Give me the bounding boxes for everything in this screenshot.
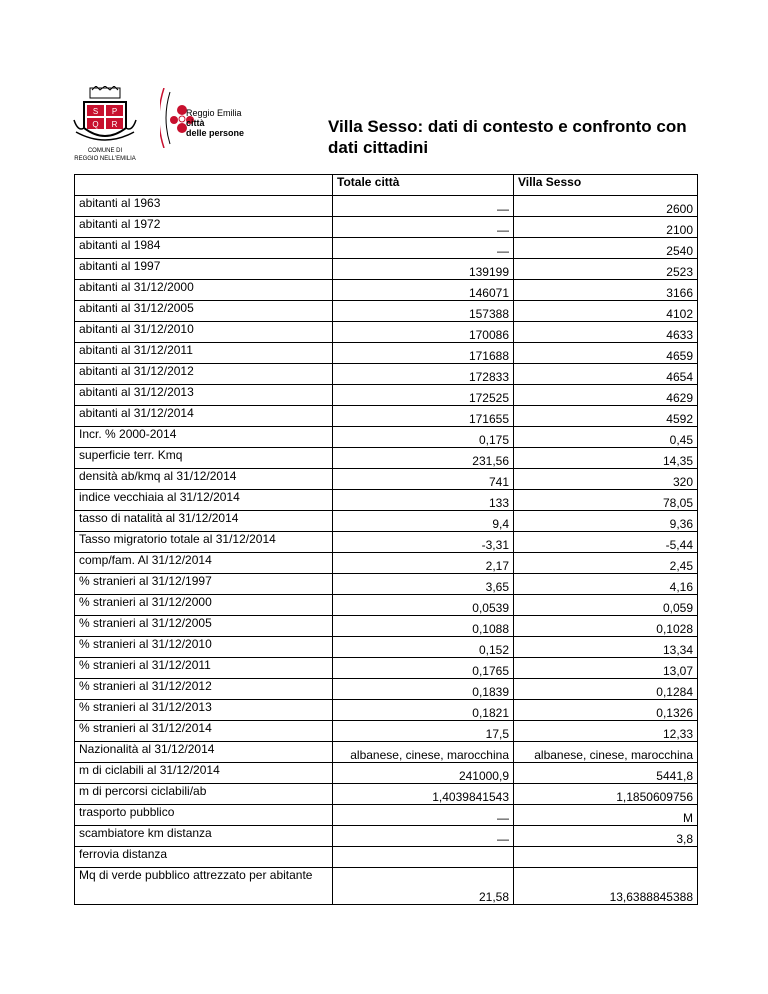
table-row [75, 385, 698, 406]
row-label: % stranieri al 31/12/2010 [75, 637, 333, 658]
row-label: ferrovia distanza [75, 847, 333, 868]
row-label: indice vecchiaia al 31/12/2014 [75, 490, 333, 511]
table-row [75, 280, 698, 301]
row-label: densità ab/kmq al 31/12/2014 [75, 469, 333, 490]
table-header-row [75, 175, 698, 196]
villa-sesso-cell: 2540 [514, 238, 698, 259]
row-label: abitanti al 31/12/2011 [75, 343, 333, 364]
row-label: abitanti al 31/12/2000 [75, 280, 333, 301]
villa-sesso-cell: 320 [514, 469, 698, 490]
column-header: Totale città [333, 175, 514, 196]
villa-sesso-cell: 9,36 [514, 511, 698, 532]
page-title: Villa Sesso: dati di contesto e confronto con dati cittadini [328, 117, 687, 157]
totale-citta-cell [333, 847, 514, 868]
villa-sesso-cell: 0,1326 [514, 700, 698, 721]
totale-citta-cell: 133 [333, 490, 514, 511]
totale-citta-cell: 0,1765 [333, 658, 514, 679]
brand-text [186, 108, 244, 138]
villa-sesso-cell: 13,07 [514, 658, 698, 679]
totale-citta-cell: 0,1088 [333, 616, 514, 637]
totale-citta-cell: 1,4039841543 [333, 784, 514, 805]
villa-sesso-cell: -5,44 [514, 532, 698, 553]
villa-sesso-cell: 2100 [514, 217, 698, 238]
row-label: scambiatore km distanza [75, 826, 333, 847]
table-row [75, 616, 698, 637]
table-row [75, 511, 698, 532]
row-label: abitanti al 31/12/2005 [75, 301, 333, 322]
table-row [75, 490, 698, 511]
villa-sesso-cell: 0,45 [514, 427, 698, 448]
row-label: abitanti al 1972 [75, 217, 333, 238]
table-row [75, 553, 698, 574]
row-label: abitanti al 31/12/2010 [75, 322, 333, 343]
table-row [75, 532, 698, 553]
table-row [75, 238, 698, 259]
row-label: abitanti al 31/12/2012 [75, 364, 333, 385]
table-row [75, 469, 698, 490]
table-row [75, 427, 698, 448]
row-label: abitanti al 1997 [75, 259, 333, 280]
city-crest-icon [70, 86, 140, 166]
table-row [75, 763, 698, 784]
villa-sesso-cell: 4659 [514, 343, 698, 364]
villa-sesso-cell: 12,33 [514, 721, 698, 742]
villa-sesso-cell: 13,34 [514, 637, 698, 658]
row-label: % stranieri al 31/12/2005 [75, 616, 333, 637]
row-label: m di ciclabili al 31/12/2014 [75, 763, 333, 784]
brand-line: Reggio Emilia [186, 108, 242, 118]
row-label: abitanti al 31/12/2014 [75, 406, 333, 427]
table-row [75, 259, 698, 280]
crest-caption: COMUNE DI [87, 148, 123, 154]
table-row [75, 700, 698, 721]
table-row [75, 742, 698, 763]
table-row [75, 679, 698, 700]
table-row [75, 805, 698, 826]
crest-letter: S [92, 107, 99, 116]
table-row [75, 658, 698, 679]
table-row [75, 637, 698, 658]
totale-citta-cell: 17,5 [333, 721, 514, 742]
villa-sesso-cell: 3,8 [514, 826, 698, 847]
table-row [75, 847, 698, 868]
row-label: % stranieri al 31/12/2014 [75, 721, 333, 742]
data-table [74, 174, 698, 905]
villa-sesso-cell: 4,16 [514, 574, 698, 595]
totale-citta-cell: — [333, 238, 514, 259]
table-row [75, 343, 698, 364]
row-label: tasso di natalità al 31/12/2014 [75, 511, 333, 532]
row-label: % stranieri al 31/12/2013 [75, 700, 333, 721]
totale-citta-cell: 157388 [333, 301, 514, 322]
crest-letter: Q [92, 120, 99, 129]
totale-citta-cell: 172525 [333, 385, 514, 406]
villa-sesso-cell: 0,059 [514, 595, 698, 616]
villa-sesso-cell [514, 847, 698, 868]
header-logos [70, 86, 270, 166]
totale-citta-cell: — [333, 217, 514, 238]
row-label: Nazionalità al 31/12/2014 [75, 742, 333, 763]
totale-citta-cell: albanese, cinese, marocchina [333, 742, 514, 763]
villa-sesso-cell: albanese, cinese, marocchina [514, 742, 698, 763]
row-label: % stranieri al 31/12/2012 [75, 679, 333, 700]
totale-citta-cell: — [333, 196, 514, 217]
row-label: % stranieri al 31/12/2000 [75, 595, 333, 616]
villa-sesso-cell: 2,45 [514, 553, 698, 574]
totale-citta-cell: 0,152 [333, 637, 514, 658]
villa-sesso-cell: 1,1850609756 [514, 784, 698, 805]
table-row [75, 217, 698, 238]
villa-sesso-cell: 0,1028 [514, 616, 698, 637]
totale-citta-cell: 231,56 [333, 448, 514, 469]
table-row [75, 595, 698, 616]
row-label: trasporto pubblico [75, 805, 333, 826]
table-row [75, 322, 698, 343]
table-row [75, 196, 698, 217]
totale-citta-cell: 171688 [333, 343, 514, 364]
row-label: % stranieri al 31/12/2011 [75, 658, 333, 679]
row-label: % stranieri al 31/12/1997 [75, 574, 333, 595]
row-label: comp/fam. Al 31/12/2014 [75, 553, 333, 574]
table-row [75, 784, 698, 805]
row-label: abitanti al 31/12/2013 [75, 385, 333, 406]
villa-sesso-cell: 14,35 [514, 448, 698, 469]
villa-sesso-cell: 2600 [514, 196, 698, 217]
totale-citta-cell: — [333, 826, 514, 847]
totale-citta-cell: 2,17 [333, 553, 514, 574]
totale-citta-cell: 21,58 [333, 868, 514, 905]
villa-sesso-cell: 4654 [514, 364, 698, 385]
table-row [75, 574, 698, 595]
totale-citta-cell: 741 [333, 469, 514, 490]
villa-sesso-cell: 4633 [514, 322, 698, 343]
totale-citta-cell: 0,1821 [333, 700, 514, 721]
table-row [75, 868, 698, 905]
totale-citta-cell: -3,31 [333, 532, 514, 553]
crest-caption: REGGIO NELL'EMILIA [74, 156, 136, 162]
totale-citta-cell: — [333, 805, 514, 826]
totale-citta-cell: 170086 [333, 322, 514, 343]
villa-sesso-cell: 13,6388845388 [514, 868, 698, 905]
totale-citta-cell: 0,1839 [333, 679, 514, 700]
table-row [75, 364, 698, 385]
table-row [75, 301, 698, 322]
brand-line: delle persone [186, 128, 245, 138]
totale-citta-cell: 0,0539 [333, 595, 514, 616]
row-label: m di percorsi ciclabili/ab [75, 784, 333, 805]
table-body [75, 196, 698, 905]
row-label: superficie terr. Kmq [75, 448, 333, 469]
totale-citta-cell: 9,4 [333, 511, 514, 532]
table-row [75, 406, 698, 427]
totale-citta-cell: 139199 [333, 259, 514, 280]
column-header: Villa Sesso [514, 175, 698, 196]
crest-letter: P [111, 107, 118, 116]
row-label: abitanti al 1984 [75, 238, 333, 259]
totale-citta-cell: 3,65 [333, 574, 514, 595]
villa-sesso-cell: 4102 [514, 301, 698, 322]
totale-citta-cell: 241000,9 [333, 763, 514, 784]
table-row [75, 826, 698, 847]
villa-sesso-cell: 78,05 [514, 490, 698, 511]
row-label: Incr. % 2000-2014 [75, 427, 333, 448]
row-label: Mq di verde pubblico attrezzato per abitante [75, 868, 333, 905]
villa-sesso-cell: 4629 [514, 385, 698, 406]
row-label: abitanti al 1963 [75, 196, 333, 217]
row-label: Tasso migratorio totale al 31/12/2014 [75, 532, 333, 553]
villa-sesso-cell: 3166 [514, 280, 698, 301]
totale-citta-cell: 146071 [333, 280, 514, 301]
totale-citta-cell: 172833 [333, 364, 514, 385]
totale-citta-cell: 171655 [333, 406, 514, 427]
villa-sesso-cell: 0,1284 [514, 679, 698, 700]
brand-line: città [186, 118, 205, 128]
villa-sesso-cell: 2523 [514, 259, 698, 280]
villa-sesso-cell: M [514, 805, 698, 826]
column-header [75, 175, 333, 196]
villa-sesso-cell: 4592 [514, 406, 698, 427]
totale-citta-cell: 0,175 [333, 427, 514, 448]
table-row [75, 448, 698, 469]
crest-letter: R [111, 120, 118, 129]
villa-sesso-cell: 5441,8 [514, 763, 698, 784]
table-row [75, 721, 698, 742]
